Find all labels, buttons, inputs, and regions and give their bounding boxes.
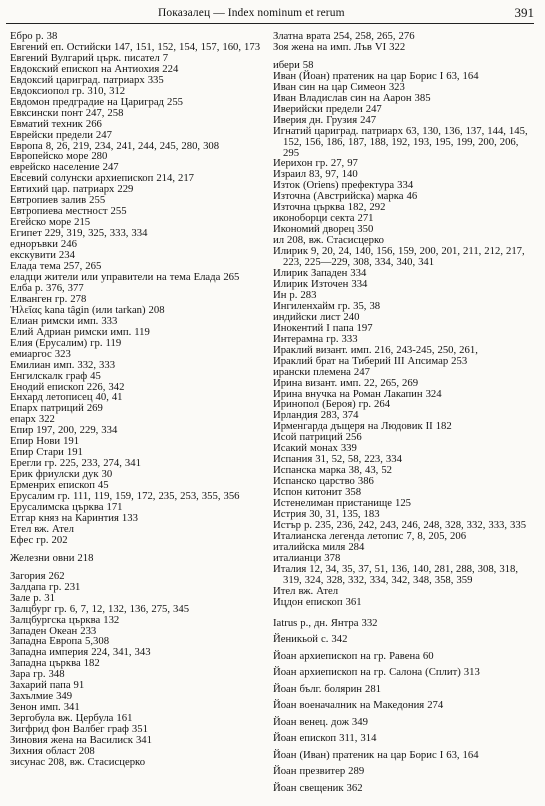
- section-gap: [273, 608, 536, 615]
- index-entry: Истър р. 235, 236, 242, 243, 246, 248, 328, 332, 333, 335: [273, 518, 527, 531]
- index-entry: Евтихий цар. патриарх 229: [10, 183, 134, 196]
- page-number: 391: [514, 5, 534, 20]
- running-header: [0, 4, 545, 22]
- index-entry: Елада тема 257, 265: [10, 260, 102, 273]
- index-entry: еврейско население 247: [10, 161, 119, 174]
- index-entry: Икономий дворец 350: [273, 223, 374, 236]
- index-entry: Истенелиман пристанище 125: [273, 497, 412, 510]
- index-entry: Евгений еп. Остийски 147, 151, 152, 154, 157, 160, 173: [10, 40, 261, 53]
- index-column-left: [10, 31, 273, 768]
- index-entry: Зиновия жена на Василиск 341: [10, 734, 152, 747]
- index-entry: Евксински понт 247, 258: [10, 106, 124, 119]
- index-entry: Евтропиев залив 255: [10, 194, 106, 207]
- index-entry: Елба р. 376, 377: [10, 281, 84, 294]
- index-entry: Ерегли гр. 225, 233, 274, 341: [10, 457, 141, 470]
- index-entry: екскувити 234: [10, 249, 75, 262]
- index-entry: Илирик 9, 20, 24, 140, 156, 159, 200, 201, 211, 212, 217, 223, 225—229, 308, 334, 340, 341: [273, 245, 525, 269]
- index-entry: Еврейски предели 247: [10, 128, 112, 141]
- index-entry: Евтропиева местност 255: [10, 205, 127, 218]
- index-entry: Инокентий I папа 197: [273, 321, 373, 334]
- index-entry: Ирина внучка на Роман Лакапин 324: [273, 387, 442, 400]
- index-entry: Йоан презвитер 289: [273, 765, 365, 778]
- index-entry: Иван Владислав син на Аарон 385: [273, 91, 431, 104]
- index-entry: Йоан архиепископ на гр. Равена 60: [273, 649, 434, 662]
- index-entry: Европа 8, 26, 219, 234, 241, 244, 245, 280, 308: [10, 139, 220, 152]
- index-entry: Ефес гр. 202: [10, 533, 68, 546]
- index-column-right: [273, 31, 536, 796]
- index-entry: Зоя жена на имп. Лъв VI 322: [273, 40, 406, 53]
- index-entry: Йоан военачалник на Македония 274: [273, 699, 444, 712]
- index-entry: Иерихон гр. 27, 97: [273, 157, 358, 170]
- index-entry: Захълмие 349: [10, 690, 73, 703]
- index-entry: Ираклий брат на Тиберий III Апсимар 253: [273, 354, 468, 367]
- index-entry: Западна Европа 5,308: [10, 635, 110, 648]
- index-entry: Илирик Източен 334: [273, 277, 368, 290]
- index-entry: Испания 31, 52, 58, 223, 334: [273, 453, 402, 466]
- index-entry: Егейско море 215: [10, 216, 91, 229]
- index-entry: Зара гр. 348: [10, 668, 65, 681]
- index-entry: Елванген гр. 278: [10, 292, 87, 305]
- index-entry: Йоан бълг. болярин 281: [273, 682, 382, 695]
- index-entry: Евматий техник 266: [10, 117, 102, 130]
- index-entry: Испанска марка 38, 43, 52: [273, 464, 393, 477]
- index-entry: Залцбургска църква 132: [10, 613, 120, 626]
- index-entry: Етгар княз на Каринтия 133: [10, 511, 138, 524]
- index-entry: ил 208, вж. Стасисцерко: [273, 234, 385, 247]
- index-entry: Залдапа гр. 231: [10, 580, 81, 593]
- index-entry: Захарий папа 91: [10, 679, 85, 692]
- header-rule: [6, 23, 534, 24]
- index-entry: Зенон имп. 341: [10, 701, 80, 714]
- index-entry: Евдомон предградие на Цариград 255: [10, 95, 184, 108]
- index-entry: Емилиан имп. 332, 333: [10, 358, 116, 371]
- index-entry: Епир Нови 191: [10, 435, 80, 448]
- index-entry: Ирина визант. имп. 22, 265, 269: [273, 376, 419, 389]
- index-entry: Енгилскалк граф 45: [10, 369, 101, 382]
- index-entry: Източна църква 182, 292: [273, 201, 386, 214]
- index-entry: Зигфрид фон Валбег граф 351: [10, 723, 148, 736]
- index-entry: Ингиленхайм гр. 35, 38: [273, 299, 381, 312]
- index-entry: Ебро р. 38: [10, 30, 58, 42]
- index-entry: Израил 83, 97, 140: [273, 168, 358, 181]
- index-entry: Йоан свещеник 362: [273, 781, 363, 794]
- index-entry: Италианска легенда летопис 7, 8, 205, 206: [273, 529, 467, 542]
- index-entry: Ирландия 283, 374: [273, 409, 359, 422]
- index-entry: Зергобула вж. Цербула 161: [10, 712, 133, 725]
- index-entry: Ител вж. Ател: [273, 584, 339, 597]
- index-entry: Ерусалимска църква 171: [10, 500, 123, 513]
- index-entry: еладци жители или управители на тема Елада 265: [10, 270, 240, 283]
- index-entry: Енхард летописец 40, 41: [10, 391, 123, 404]
- index-entry: ирански племена 247: [273, 365, 370, 378]
- index-entry: Ἠλεῖας kana tâgin (или tarkan) 208: [10, 303, 165, 316]
- index-entry: Игнатий цариград. патриарх 63, 130, 136, 137, 144, 145, 152, 156, 186, 187, 188, 192, 193, 195, 199, 200, 206, 295: [273, 124, 528, 159]
- index-entry: Етел вж. Ател: [10, 522, 74, 535]
- index-entry: Ицдон епископ 361: [273, 595, 362, 608]
- index-entry: Истрия 30, 31, 135, 183: [273, 507, 380, 520]
- index-entry: Испон китонит 358: [273, 486, 362, 499]
- index-entry: зисунас 208, вж. Стасисцерко: [10, 755, 146, 768]
- index-entry: Елиан римски имп. 333: [10, 314, 118, 327]
- index-entry: Евдоксиопол гр. 310, 312: [10, 84, 126, 97]
- index-entry: Загория 262: [10, 569, 65, 582]
- index-entry: Епарх патриций 269: [10, 402, 103, 415]
- index-entry: ибери 58: [273, 58, 314, 71]
- index-entry: Иван син на цар Симеон 323: [273, 80, 405, 93]
- index-entry: Интерамна гр. 333: [273, 332, 358, 345]
- index-entry: Иверия дн. Грузия 247: [273, 113, 377, 126]
- index-entry: емиаргос 323: [10, 347, 71, 360]
- index-entry: Йоан венец. дож 349: [273, 715, 368, 728]
- index-entry: Ерусалим гр. 111, 119, 159, 172, 235, 253, 355, 356: [10, 490, 240, 503]
- index-entry: Епир 197, 200, 229, 334: [10, 424, 118, 437]
- index-entry: Железни овни 218: [10, 551, 94, 564]
- index-entry: Енодий епископ 226, 342: [10, 380, 125, 393]
- index-entry: Исой патриций 256: [273, 431, 362, 444]
- index-entry: Епир Стари 191: [10, 446, 83, 459]
- index-entry: Италия 12, 34, 35, 37, 51, 136, 140, 281, 288, 308, 318, 319, 324, 328, 332, 334, 342, 348, 358, 359: [273, 562, 519, 586]
- index-entry: Западна империя 224, 341, 343: [10, 646, 151, 659]
- index-entry: епарх 322: [10, 413, 55, 426]
- index-entry: италийска миля 284: [273, 540, 365, 553]
- index-entry: едноръвки 246: [10, 238, 77, 251]
- index-entry: Йоан епископ 311, 314: [273, 732, 377, 745]
- index-entry: Европейско море 280: [10, 150, 108, 163]
- index-entry: Зале р. 31: [10, 591, 55, 604]
- index-entry: Елий Адриан римски имп. 119: [10, 325, 150, 338]
- index-entry: Западен Океан 233: [10, 624, 97, 637]
- index-entry: Йоан архиепископ на гр. Салона (Сплит) 313: [273, 666, 480, 679]
- index-entry: Елия (Ерусалим) гр. 119: [10, 336, 122, 349]
- index-entry: Евдоксий цариград. патриарх 335: [10, 73, 164, 86]
- index-entry: Ирменгарда дъщеря на Людовик II 182: [273, 420, 452, 433]
- index-entry: Залцбург гр. 6, 7, 12, 132, 136, 275, 345: [10, 602, 190, 615]
- index-entry: иконоборци секта 271: [273, 212, 374, 225]
- index-entry: Иринопол (Берoя) гр. 264: [273, 398, 391, 411]
- index-entry: Евгений Вулгарий църк. писател 7: [10, 51, 169, 64]
- index-entry: италианци 378: [273, 551, 341, 564]
- index-entry: Египет 229, 319, 325, 333, 334: [10, 227, 148, 240]
- index-entry: Йоан (Иван) пратеник на цар Борис I 63, 164: [273, 748, 479, 761]
- index-entry: Ерменрих епископ 45: [10, 479, 109, 492]
- index-entry: Иверийски предели 247: [273, 102, 382, 115]
- index-entry: Златна врата 254, 258, 265, 276: [273, 30, 415, 42]
- header-title: Показалец — Index nominum et rerum: [158, 7, 345, 19]
- index-entry: Източна (Австрийска) марка 46: [273, 190, 418, 203]
- index-entry: индийски лист 240: [273, 310, 360, 323]
- index-entry: Ерик фриулски дук 30: [10, 468, 113, 481]
- index-entry: Иван (Йоан) пратеник на цар Борис I 63, 164: [273, 69, 479, 82]
- index-entry: Испанско царство 386: [273, 475, 374, 488]
- index-entry: Евдокский епископ на Антиохия 224: [10, 62, 179, 75]
- index-entry: Илирик Западен 334: [273, 267, 367, 280]
- index-entry: Зихния област 208: [10, 745, 95, 757]
- index-entry: Iatrus р., дн. Янтра 332: [273, 616, 378, 629]
- index-entry: Йеникьой с. 342: [273, 633, 348, 646]
- index-entry: Изток (Oriens) префектура 334: [273, 179, 414, 192]
- index-entry: Евсевий солунски архиепископ 214, 217: [10, 172, 195, 185]
- index-entry: Исакий монах 339: [273, 442, 357, 455]
- index-entry: Ираклий визант. имп. 216, 243-245, 250, 261,: [273, 343, 478, 356]
- index-entry: Западна църква 182: [10, 657, 100, 670]
- index-entry: Ин р. 283: [273, 288, 317, 301]
